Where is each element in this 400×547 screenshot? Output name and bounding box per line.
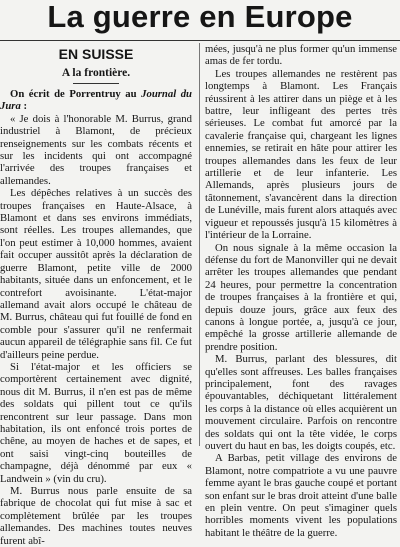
headline: La guerre en Europe bbox=[47, 0, 353, 34]
sub-title: A la frontière. bbox=[61, 67, 131, 79]
left-paragraph-1: « Je dois à l'honorable M. Burrus, grand industriel à Blamont, de précieux renseignements sur les combats récents et sur les incidents qui ont accompagné l'arrivée des troupes françaises et allemandes. bbox=[0, 112, 192, 187]
right-paragraph-0: mées, jusqu'à ne plus former qu'un immense amas de fer tordu. bbox=[205, 43, 397, 68]
left-paragraph-3: Si l'état-major et les officiers se comportèrent certainement avec dignité, nous dit M. Burrus, il n'en est pas de même des soldats qui pillent tout ce qu'ils rencontrent sur leur passage. Dans mon habitation, ils ont enfoncé trois portes de chêne, au moyen de haches et de sapes, et ont saisi vingt-cinq bouteilles de champagne, déjà dénommé par eux « Landwein » (vin du cru). bbox=[0, 360, 192, 485]
right-paragraph-1: Les troupes allemandes ne restèrent pas longtemps à Blamont. Les Français réussirent à les attirer dans un piège et à les battre, leur infligeant des pertes très sérieuses. Le combat fut amorcé par la cavalerie française qui, chargeant les lignes ennemies, se retirait en hâte pour attirer les troupes allemandes dans les feux de leur artillerie et de leur infanterie. Les Allemands, après plusieurs jours de tâtonnement, s'avancèrent dans la direction de Lunéville, mais furent alors attaqués avec vigueur et repoussés jusqu'à 15 kilomètres à l'intérieur de la Lorraine. bbox=[205, 67, 397, 242]
right-paragraph-4: A Barbas, petit village des environs de Blamont, notre compatriote a vu une pauvre femme ayant le bras gauche coupé et portant son enfant sur le bras droit atteint d'une balle en plein ventre. On peut s'imaginer quels horribles moments vivent les populations habitant le théâtre de la guerre. bbox=[205, 452, 397, 539]
section-title: EN SUISSE bbox=[58, 46, 134, 62]
left-paragraph-2: Les dépêches relatives à un succès des troupes françaises en Haute-Alsace, à Blamont et dans ses environs immédiats, sont réelles. Les troupes allemandes, que l'on peut estimer à 10,000 hommes, avaient fait occuper aussitôt après la déclaration de guerre Blamont, petite ville de 2000 habitants, située dans un enfoncement, et le contrefort avoisinante. L'état-major allemand avait alors occupé le château de M. Burrus, château qui fut fouillé de fond en comble pour s'assurer qu'il ne renfermait aucun appareil de télégraphie sans fil. Ce fut d'ailleurs peine perdue. bbox=[0, 187, 192, 361]
column-divider bbox=[199, 43, 200, 446]
intro-prefix: On écrit de Porrentruy au bbox=[10, 88, 142, 100]
right-column bbox=[205, 43, 397, 539]
left-paragraph-4: M. Burrus nous parle ensuite de sa fabrique de chocolat qui fut mise à sac et complètement brûlée par les troupes allemandes. Des machines toutes neuves furent abî- bbox=[0, 485, 192, 547]
left-column bbox=[0, 43, 192, 547]
right-paragraph-2: On nous signale à la même occasion la défense du fort de Manonviller qui ne devait arrêter les troupes allemandes que pendant 24 heures, pour permettre la concentration de troupes françaises à la frontière et qui, depuis douze jours, grâce aux feux des canons à longue portée, a, jusqu'à ce jour, empêché la grosse artillerie allemande de prendre position. bbox=[205, 241, 397, 353]
intro-line bbox=[0, 88, 192, 113]
right-paragraph-3: M. Burrus, parlant des blessures, dit qu'elles sont affreuses. Les balles françaises principalement, font des ravages épouvantables, déchiquetant littéralement les corps à la distance où elles acquièrent un mouvement circulaire. Parfois on rencontre des soldats qui ont la tête vidée, le corps ouvert du haut en bas, les doigts coupés, etc. bbox=[205, 353, 397, 452]
intro-source: Journal du Jura bbox=[0, 88, 192, 113]
sub-title-rule bbox=[73, 83, 119, 84]
intro-suffix: : bbox=[20, 100, 28, 113]
headline-rule bbox=[0, 40, 400, 41]
